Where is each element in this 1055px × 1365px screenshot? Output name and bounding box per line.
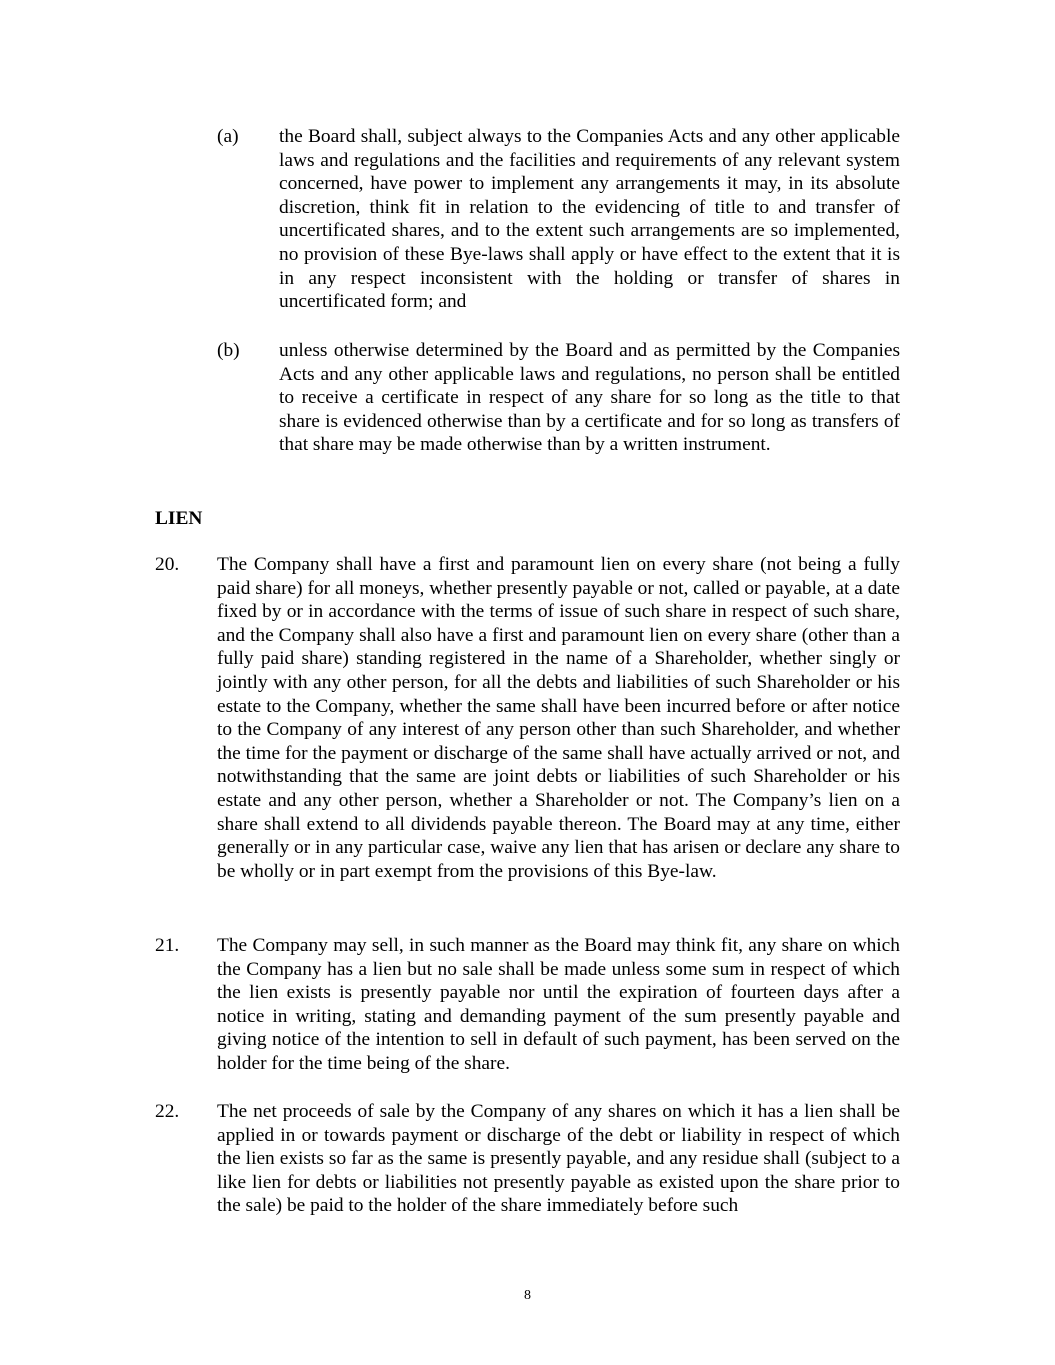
clause-number: 20. bbox=[155, 554, 180, 575]
clause-number: 21. bbox=[155, 935, 180, 956]
subclause-text: the Board shall, subject always to the Companies Acts and any other applicable laws and regulations and the facilities and requirements of any relevant system concerned, have power to implement any arrangements it may, in its absolute discretion, think fit in relation to the evidencing of title to and transfer of uncertificated shares, and to the extent such arrangements are so implemented, no provision of these Bye-laws shall apply or have effect to the extent that it is in any respect inconsistent with the holding or transfer of shares in uncertificated form; and bbox=[279, 126, 900, 313]
clause-21 bbox=[155, 934, 900, 1076]
clause-text: The Company shall have a first and paramount lien on every share (not being a fully paid share) for all moneys, whether presently payable or not, called or payable, at a date fixed by or in accordance with the terms of issue of such share in respect of such share, and the Company shall also have a first and paramount lien on every share (other than a fully paid share) standing registered in the name of a Shareholder, whether singly or jointly with any other person, for all the debts and liabilities of such Shareholder or his estate to the Company, whether the same shall have been incurred before or after notice to the Company of any interest of any person other than such Shareholder, and whether the time for the payment or discharge of the same shall have actually arrived or not, and notwithstanding that the same are joint debts or liabilities of such Shareholder or his estate and any other person, whether a Shareholder or not. The Company’s lien on a share shall extend to all dividends payable thereon. The Board may at any time, either generally or in any particular case, waive any lien that has arisen or declare any share to be wholly or in part exempt from the provisions of this Bye-law. bbox=[217, 554, 900, 882]
subclause-b bbox=[155, 339, 900, 457]
clause-text: The net proceeds of sale by the Company of any shares on which it has a lien shall be applied in or towards payment or discharge of the debt or liability in respect of which the lien exists so far as the same is presently payable, and any residue shall (subject to a like lien for debts or liabilities not presently payable as existed upon the share prior to the sale) be paid to the holder of the share immediately before such bbox=[217, 1101, 900, 1217]
clause-20 bbox=[155, 553, 900, 883]
subclause-text: unless otherwise determined by the Board and as permitted by the Companies Acts and any other applicable laws and regulations, no person shall be entitled to receive a certificate in respect of any share for so long as the title to that share is evidenced otherwise than by a certificate and for so long as transfers of that share may be made otherwise than by a written instrument. bbox=[279, 340, 900, 456]
section-heading: LIEN bbox=[155, 508, 203, 529]
subclause-label: (b) bbox=[217, 340, 240, 361]
subclause-label: (a) bbox=[217, 126, 239, 147]
subclause-a bbox=[155, 125, 900, 314]
clause-number: 22. bbox=[155, 1101, 180, 1122]
clause-text: The Company may sell, in such manner as the Board may think fit, any share on which the Company has a lien but no sale shall be made unless some sum in respect of which the lien exists is presently payable nor until the expiration of fourteen days after a notice in writing, stating and demanding payment of the sum presently payable and giving notice of the intention to sell in default of such payment, has been served on the holder for the time being of the share. bbox=[217, 935, 900, 1074]
page-number: 8 bbox=[524, 1288, 531, 1303]
clause-22 bbox=[155, 1100, 900, 1218]
